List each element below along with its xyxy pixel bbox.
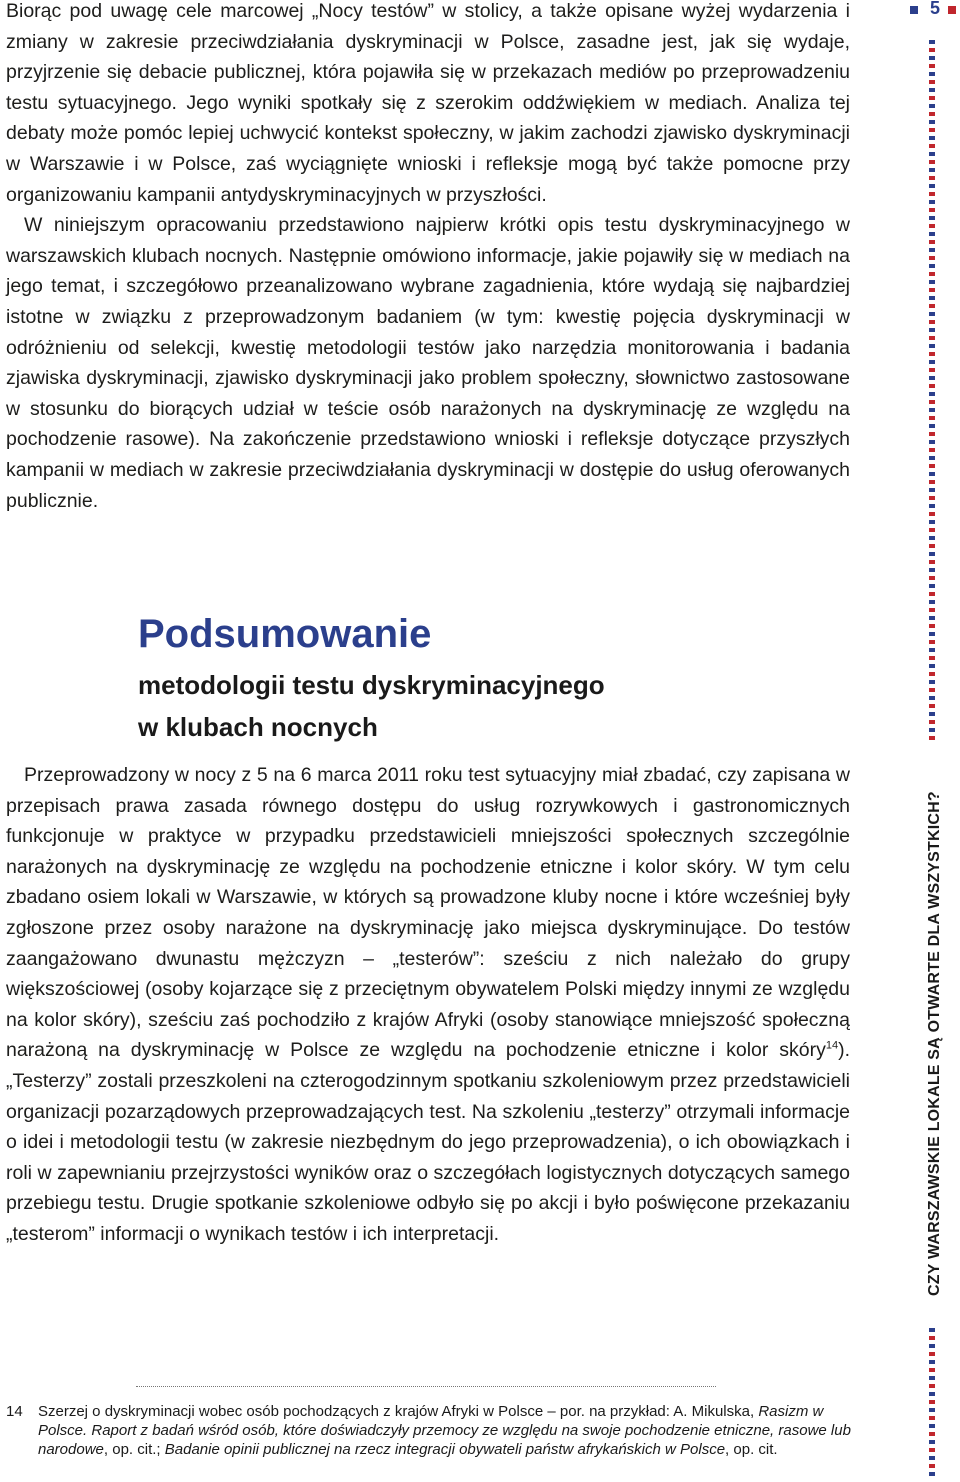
- footnote-title-1: Rasizm w Polsce. Raport z badań wśród osób, które doświadczyły przemocy ze względu na swoje pochodzenie etniczne, rasowe lub narodowe: [38, 1403, 851, 1458]
- dotted-margin-bottom: [929, 1328, 935, 1478]
- section-subtitle-line-2: w klubach nocnych: [138, 712, 378, 742]
- footnote-text-e: , op. cit.: [725, 1441, 778, 1458]
- blue-square-icon: [910, 6, 918, 14]
- footnote-rule: [136, 1386, 716, 1387]
- page-number-marker: [908, 0, 960, 24]
- summary-text: [6, 760, 850, 1250]
- red-square-icon: [948, 6, 956, 14]
- section-heading: [138, 608, 838, 748]
- footnote: [6, 1402, 856, 1459]
- intro-paragraph-1: [6, 0, 850, 210]
- footnote-reference[interactable]: 14: [825, 1039, 839, 1052]
- footnote-title-2: Badanie opinii publicznej na rzecz integracji obywateli państw afrykańskich w Polsce: [164, 1441, 726, 1458]
- intro-paragraph-2: W niniejszym opracowaniu przedstawiono najpierw krótki opis testu dyskryminacyjnego w warszawskich klubach nocnych. Następnie omówiono informacje, jakie pojawiły się w mediach na jego temat, i szczegółowo przeanalizowano wybrane zagadnienia, które wydają się najbardziej istotne w związku z przeprowadzonym badaniem (w tym: kwestię pojęcia dyskryminacji w odróżnieniu od selekcji, kwestię metodologii testów jako narzędzia monitorowania i badania zjawiska dyskryminacji, zjawisko dyskryminacji jako problem społeczny, słownictwo zastosowane w stosunku do biorących udział w teście osób narażonych na dyskryminację ze względu na pochodzenie rasowe). Na zakończenie przedstawiono wnioski i refleksje dotyczące przyszłych kampanii w mediach w zakresie przeciwdziałania dyskryminacji w dostępie do usług oferowanych publicznie.: [6, 214, 850, 512]
- summary-text-part-1: Przeprowadzony w nocy z 5 na 6 marca 2011 roku test sytuacyjny miał zbadać, czy zapisana w przepisach prawa zasada równego dostępu do usług rozrywkowych i gastronomicznych funkcjonuje w praktyce w przypadku przedstawicieli mniejszości społecznych szczególnie narażonych na dyskryminację ze względu na pochodzenie etniczne i kolor skóry. W tym celu zbadano osiem lokali w Warszawie, w których są prowadzone kluby nocne i które wcześniej były zgłoszone przez osoby narażone na dyskryminację jako miejsca dyskryminujące. Do testów zaangażowano dwunastu mężczyzn – „testerów”: sześciu z nich należało do grupy większościowej (osoby kojarzące się z przeciętnym obywatelem Polski między innymi ze względu na kolor skóry), sześciu zaś pochodziło z krajów Afryki (osoby stanowiące mniejszość społeczną narażoną na dyskryminację w Polsce ze względu na pochodzenie etniczne i kolor skóry: [6, 764, 850, 1062]
- section-subtitle: [138, 664, 838, 748]
- summary-text-part-2: ). „Testerzy” zostali przeszkoleni na czterogodzinnym spotkaniu szkoleniowym przez przedstawicieli organizacji pozarządowych przeprowadzających test. Na szkoleniu „testerzy” otrzymali informacje o idei i metodologii testu (w zakresie niezbędnym do jego przeprowadzenia), o ich obowiązkach i roli w zapewnianiu przejrzystości wyników oraz o szczegółach logistycznych dotyczących samego przebiegu testu. Drugie spotkanie szkoleniowe odbyło się po akcji i było poświęcone przekazaniu „testerom” informacji o wynikach testów i ich interpretacji.: [6, 1039, 850, 1245]
- footnote-text-c: , op. cit.;: [103, 1441, 165, 1458]
- footnote-number: 14: [6, 1403, 23, 1420]
- section-subtitle-line-1: metodologii testu dyskryminacyjnego: [138, 670, 605, 700]
- intro-paragraph-1b: Analiza tej debaty może pomóc lepiej uchwycić kontekst społeczny, w jakim zachodzi zjawisko dyskryminacji w Warszawie i w Polsce, zaś wyciągnięte wnioski i refleksje mogą być także pomocne przy organizowaniu kampanii antydyskryminacyjnych w przyszłości.: [6, 91, 851, 206]
- footnote-text-a: Szerzej o dyskryminacji wobec osób pochodzących z krajów Afryki w Polsce – por. na przykład: A. Mikulska,: [38, 1403, 759, 1420]
- dotted-margin-top: [929, 40, 935, 740]
- side-running-title: CZY WARSZAWSKIE LOKALE SĄ OTWARTE DLA WSZYSTKICH?: [926, 791, 943, 1296]
- page-number: 5: [930, 0, 941, 18]
- footnote-text: [38, 1402, 856, 1459]
- intro-text: [6, 0, 850, 516]
- section-title: Podsumowanie: [138, 612, 432, 656]
- summary-paragraph: [6, 760, 850, 1250]
- intro-paragraph-1a: Biorąc pod uwagę cele marcowej „Nocy testów” w stolicy, a także opisane wyżej wydarzenia i zmiany w zakresie przeciwdziałania dyskryminacji w Polsce, zasadne jest, jak się wydaje, przyjrzenie się debacie publicznej, która pojawiła się w przekazach mediów po przeprowadzeniu testu sytuacyjnego. Jego wyniki spotkały się z szerokim oddźwiękiem w mediach.: [6, 0, 850, 114]
